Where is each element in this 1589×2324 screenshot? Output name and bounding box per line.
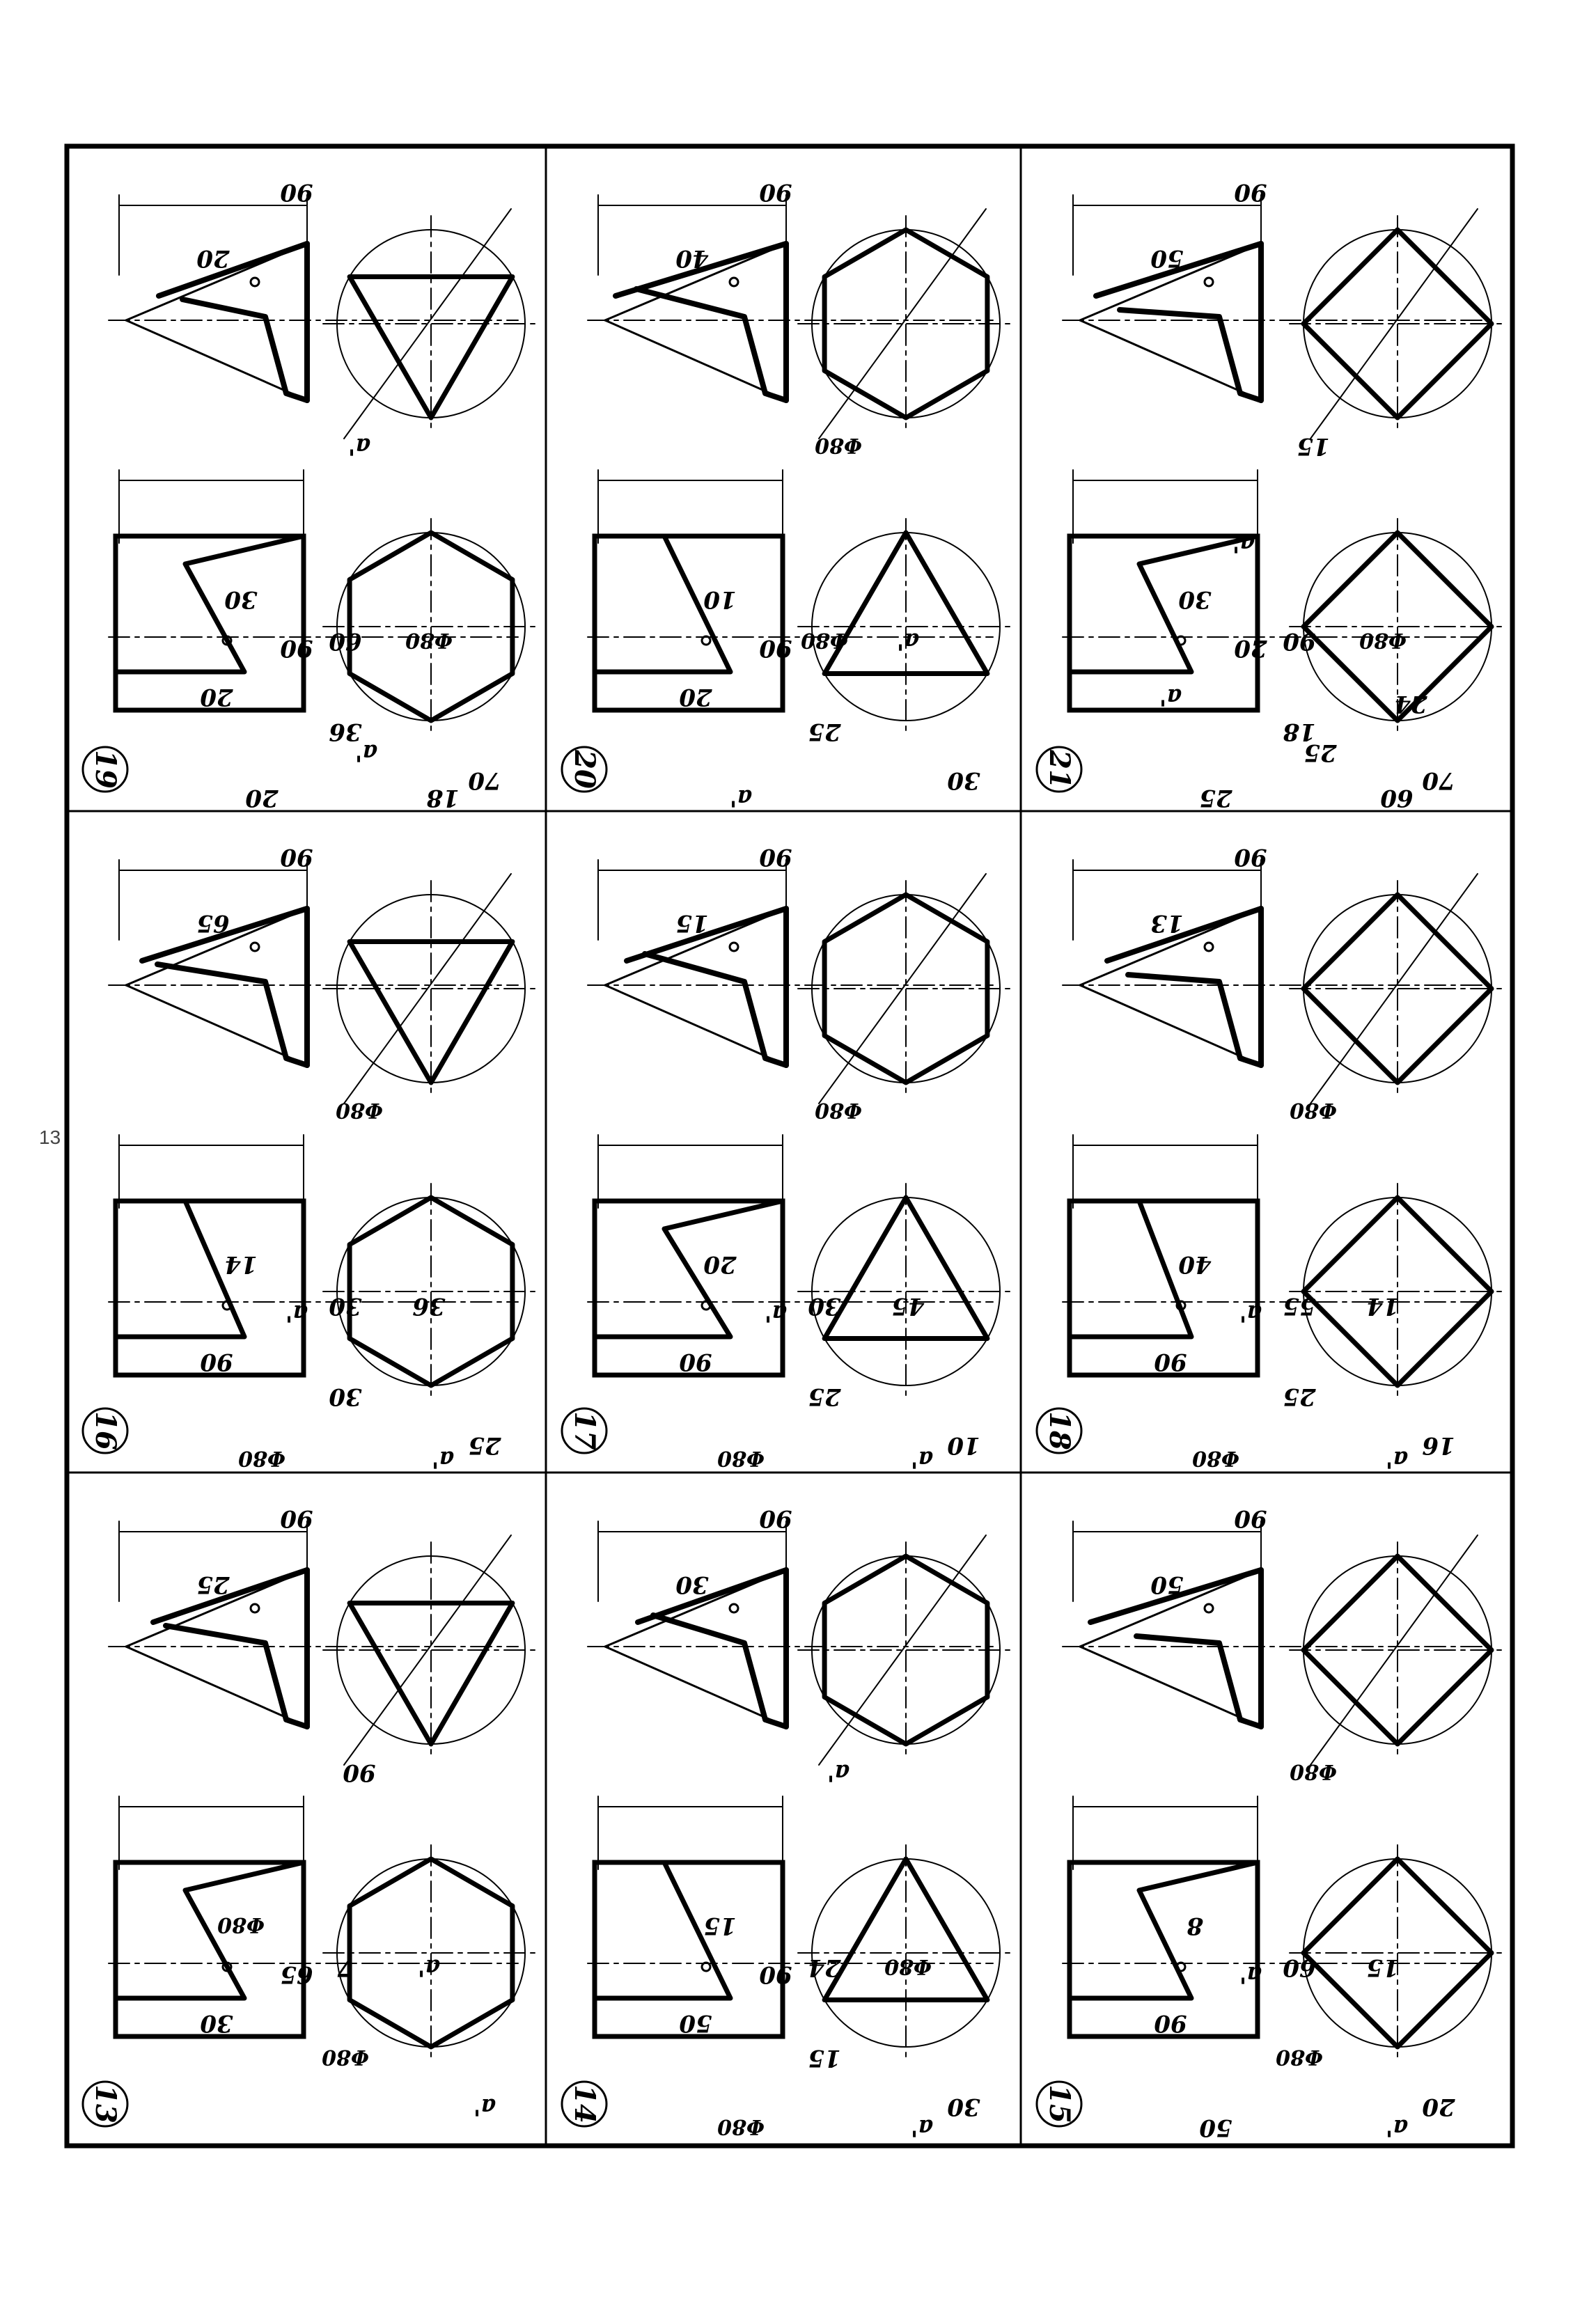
- dimension-label: a': [347, 432, 371, 460]
- dimension-label: 90: [1234, 1505, 1267, 1532]
- dimension-label: 30: [675, 1571, 709, 1599]
- dimension-label: 25: [808, 1383, 841, 1411]
- dimension-label: 90: [280, 178, 313, 206]
- dimension-label: 15: [675, 909, 709, 937]
- dimension-label: a': [729, 784, 753, 812]
- dimension-label: 30: [808, 1292, 841, 1320]
- dimension-label: 30: [947, 767, 980, 794]
- dimension-label: Φ80: [717, 1446, 765, 1470]
- dimension-label: 90: [280, 1505, 313, 1532]
- page-number: 13: [39, 1126, 61, 1148]
- dimension-label: 50: [679, 2009, 712, 2037]
- exercise-cell-21: [1037, 178, 1505, 812]
- dimension-label: a': [354, 739, 378, 767]
- dimension-label: 30: [224, 586, 258, 613]
- exercise-cell-14: [562, 1505, 1014, 2142]
- dimension-label: 60: [1283, 1954, 1316, 1981]
- dimension-label: a': [896, 627, 920, 655]
- dimension-label: 25: [1199, 784, 1232, 812]
- dimension-label: 20: [200, 683, 233, 711]
- dimension-label: 50: [1150, 244, 1184, 272]
- dimension-label: 90: [1154, 2009, 1187, 2037]
- dimension-label: 24: [808, 1954, 841, 1981]
- exercise-cell-17: [562, 843, 1014, 1473]
- dimension-label: 90: [759, 1961, 792, 1988]
- dimension-label: 7: [337, 1954, 354, 1981]
- dimension-label: 25: [196, 1571, 230, 1599]
- dimension-label: 10: [947, 1431, 980, 1459]
- dimension-label: 15: [1297, 432, 1330, 460]
- exercise-number: 15: [1043, 2084, 1076, 2123]
- dimension-label: 13: [1150, 909, 1184, 937]
- dimension-label: 20: [1422, 2093, 1455, 2121]
- dimension-label: 24: [1394, 690, 1427, 718]
- dimension-label: Φ80: [1290, 1098, 1337, 1122]
- dimension-label: a': [1385, 2114, 1409, 2142]
- dimension-label: 8: [1187, 1912, 1203, 1940]
- dimension-label: a': [1159, 683, 1182, 711]
- dimension-label: 30: [947, 2093, 980, 2121]
- dimension-label: Φ80: [1276, 2045, 1323, 2069]
- dimension-label: 90: [759, 178, 792, 206]
- dimension-label: 25: [1283, 1383, 1316, 1411]
- dimension-label: a': [1385, 1445, 1409, 1473]
- dimension-label: 10: [703, 586, 737, 613]
- dimension-label: 20: [1234, 634, 1267, 662]
- dimension-label: Φ80: [405, 628, 453, 652]
- dimension-label: 40: [675, 244, 709, 272]
- dimension-label: a': [910, 2114, 934, 2142]
- exercise-cell-16: [83, 843, 539, 1473]
- dimension-label: 18: [426, 784, 460, 812]
- dimension-label: 30: [329, 1383, 362, 1411]
- dimension-label: 90: [679, 1348, 712, 1376]
- exercise-number: 17: [568, 1411, 601, 1450]
- dimension-label: 60: [1380, 784, 1414, 812]
- exercise-number: 14: [568, 2084, 601, 2123]
- dimension-label: 14: [1366, 1292, 1400, 1320]
- dimension-label: 36: [329, 718, 362, 746]
- dimension-label: 70: [468, 767, 501, 794]
- exercise-cell-19: [83, 178, 539, 812]
- dimension-label: 90: [1154, 1348, 1187, 1376]
- dimension-label: 50: [1150, 1571, 1184, 1599]
- dimension-label: a': [417, 1954, 441, 1981]
- dimension-label: Φ80: [801, 628, 848, 652]
- dimension-label: 20: [196, 244, 230, 272]
- dimension-label: a': [764, 1299, 788, 1327]
- dimension-label: 20: [679, 683, 712, 711]
- dimension-label: 20: [703, 1250, 737, 1278]
- dimension-label: Φ80: [1192, 1446, 1239, 1470]
- exercise-number: 13: [89, 2084, 122, 2123]
- dimension-label: Φ80: [217, 1913, 265, 1937]
- dimension-label: 50: [1199, 2114, 1232, 2142]
- dimension-label: a': [1239, 1961, 1262, 1988]
- dimension-label: 90: [1234, 843, 1267, 871]
- dimension-label: 25: [1304, 739, 1337, 767]
- dimension-label: 40: [1178, 1250, 1212, 1278]
- dimension-label: 15: [1366, 1954, 1400, 1981]
- dimension-label: 90: [343, 1759, 376, 1787]
- dimension-label: Φ80: [1359, 628, 1407, 652]
- exercise-cell-18: [1037, 843, 1505, 1473]
- dimension-label: 90: [759, 843, 792, 871]
- dimension-label: 60: [329, 627, 362, 655]
- exercise-cell-13: [83, 1505, 539, 2126]
- dimension-label: 65: [196, 909, 230, 937]
- dimension-label: Φ80: [238, 1446, 285, 1470]
- dimension-label: a': [473, 2093, 496, 2121]
- exercise-number: 16: [89, 1411, 122, 1450]
- dimension-label: 25: [808, 718, 841, 746]
- dimension-label: 20: [245, 784, 279, 812]
- dimension-label: Φ80: [1290, 1759, 1337, 1784]
- dimension-label: Φ80: [322, 2045, 369, 2069]
- dimension-label: Φ80: [336, 1098, 383, 1122]
- dimension-label: a': [827, 1759, 850, 1787]
- dimension-label: 90: [1234, 178, 1267, 206]
- dimension-label: 90: [759, 1505, 792, 1532]
- exercise-number: 19: [89, 750, 122, 789]
- exercise-number: 20: [568, 750, 601, 789]
- exercise-number: 21: [1043, 750, 1076, 789]
- dimension-label: a': [1239, 1299, 1262, 1327]
- exercise-cell-15: [1037, 1505, 1505, 2142]
- dimension-label: 65: [280, 1961, 313, 1988]
- dimension-label: 45: [891, 1292, 925, 1320]
- dimension-label: 90: [280, 634, 313, 662]
- dimension-label: 25: [468, 1431, 501, 1459]
- dimension-label: 16: [1422, 1431, 1455, 1459]
- dimension-label: a': [285, 1299, 308, 1327]
- dimension-label: 55: [1283, 1292, 1316, 1320]
- dimension-label: Φ80: [717, 2114, 765, 2139]
- dimension-label: 30: [1178, 586, 1212, 613]
- dimension-label: 14: [224, 1250, 258, 1278]
- dimension-label: 18: [1283, 718, 1316, 746]
- dimension-label: a': [910, 1445, 934, 1473]
- dimension-label: a': [431, 1445, 455, 1473]
- exercise-number: 18: [1043, 1411, 1076, 1450]
- dimension-label: 90: [280, 843, 313, 871]
- exercise-cell-20: [562, 178, 1014, 812]
- dimension-label: 30: [200, 2009, 233, 2037]
- dimension-label: Φ80: [815, 433, 862, 457]
- dimension-label: 90: [1283, 627, 1316, 655]
- dimension-label: 90: [759, 634, 792, 662]
- dimension-label: 36: [412, 1292, 446, 1320]
- dimension-label: Φ80: [815, 1098, 862, 1122]
- dimension-label: a': [1232, 530, 1255, 558]
- dimension-label: 30: [329, 1292, 362, 1320]
- dimension-label: 15: [703, 1912, 737, 1940]
- dimension-label: 15: [808, 2044, 841, 2072]
- dimension-label: 70: [1422, 767, 1455, 794]
- dimension-label: 90: [200, 1348, 233, 1376]
- dimension-label: Φ80: [884, 1954, 932, 1979]
